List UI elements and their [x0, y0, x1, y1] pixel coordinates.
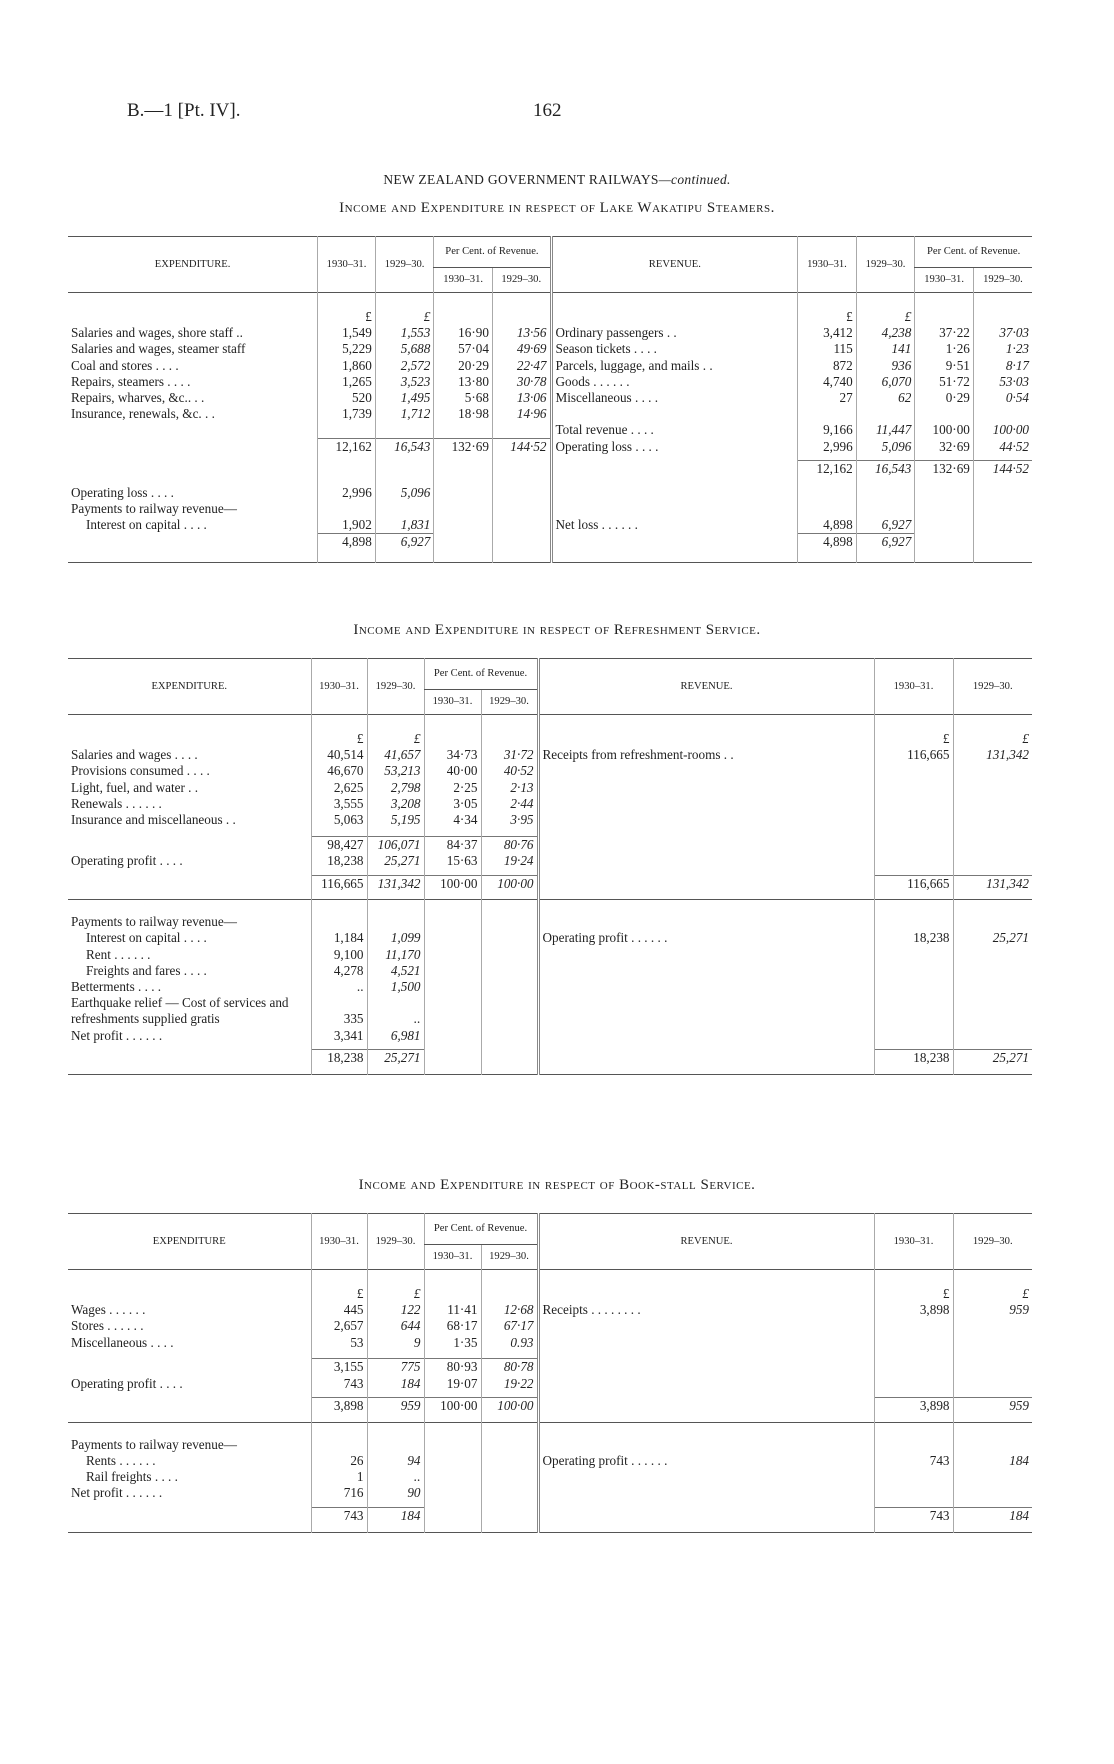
value-1930-31: 1,739 — [318, 406, 376, 422]
value-1929-30: 775 — [367, 1359, 424, 1376]
percent-1930-31: 0·29 — [915, 390, 974, 406]
percent-1929-30: 22·47 — [492, 358, 551, 374]
revenue-label: Miscellaneous . . . . — [551, 390, 798, 406]
percent-1929-30: 67·17 — [481, 1318, 538, 1334]
percent-1930-31: 132·69 — [915, 461, 974, 485]
value-1930-31: 2,996 — [318, 485, 376, 501]
table-row — [68, 325, 1032, 341]
expenditure-label: Payments to railway revenue— — [71, 500, 237, 516]
revenue-label: Goods . . . . . . — [551, 374, 798, 390]
value-1930-31: 4,898 — [798, 517, 857, 534]
table-row — [68, 900, 1032, 915]
value-1929-30: 25,271 — [367, 853, 424, 869]
percent-1930-31: 20·29 — [434, 358, 493, 374]
percent-1929-30: 53·03 — [973, 374, 1032, 390]
value-1929-30: 5,096 — [856, 439, 915, 461]
expenditure-label: Insurance and miscellaneous . . — [71, 812, 236, 828]
expenditure-label: Net profit . . . . . . — [71, 1027, 163, 1043]
revenue-label: Operating loss . . . . — [551, 439, 798, 461]
table-row — [68, 812, 1032, 828]
steamers-table: EXPENDITURE. 1930–31. 1929–30. Per Cent. of Revenue. REVENUE. 1930–31. 1929–30. Per Cent. of Revenue. 1930–31. 1929–30. 1930–31. 1929–30. £ £ £ £ Salaries and wages, shore staff .. 1,549 1,553 16·90 13·56 Ordinary passengers . . 3,412 4,238 37·22 37·03 Salaries and wages, steamer staff 5,229 5,688 57·04 49·69 Season tickets . . . . 115 141 1·26 1·23 Coal and stores . . . . 1,860 2,572 20·29 22·47 Parcels, luggage, and mails . . 872 936 9·51 8·17 Repairs, steamers . . . . 1,265 3,523 13·80 30·78 Goods . . . . . . 4,740 6,070 51·72 53·03 Repairs, wharves, &c.. . . 520 1,495 5·68 13·06 Miscellaneous . . . . 27 62 0·29 0·54 Insurance, renewals, &c. . . 1,739 1,712 18·98 14·96 Total revenue . . . . 9,166 11,447 100·00 100·00 12,162 16,543 132·69 144·52 Operating loss . . . . 2,996 5,096 32·69 44·52 12,162 16,543 132·69 144·52 Operating loss . . . . 2,996 5,096 Payments to railway revenue— Interest on capital . . . . 1,902 1,831 Net loss . . . . . . 4,898 6,927 4,898 6,927 4,898 6,927 — [68, 236, 1032, 563]
percent-1929-30: 37·03 — [973, 325, 1032, 341]
value-1930-31: 53 — [311, 1335, 367, 1351]
percent-1929-30: 0·54 — [973, 390, 1032, 406]
table-row — [68, 1453, 1032, 1469]
value-1930-31: 2,625 — [311, 780, 367, 796]
percent-1930-31: 1·35 — [424, 1335, 481, 1351]
percent-header: Per Cent. of Revenue. — [434, 237, 551, 268]
year-header: 1930–31. — [874, 659, 953, 715]
expenditure-label: Provisions consumed . . . . — [71, 763, 210, 779]
percent-1930-31: 37·22 — [915, 325, 974, 341]
value-1929-30: 11,447 — [856, 422, 915, 438]
percent-1929-30: 1·23 — [973, 341, 1032, 357]
percent-1929-30: 100·00 — [481, 1398, 538, 1423]
table-row — [68, 406, 1032, 422]
value-1929-30: 1,099 — [367, 930, 424, 946]
table-row — [68, 828, 1032, 836]
value-1929-30: 4,238 — [856, 325, 915, 341]
table-row — [68, 853, 1032, 869]
percent-1929-30: 30·78 — [492, 374, 551, 390]
revenue-label: Receipts . . . . . . . . — [538, 1302, 874, 1318]
value-1929-30: 2,798 — [367, 780, 424, 796]
table-row — [68, 1028, 1032, 1044]
year-header: 1929–30. — [953, 1214, 1032, 1270]
percent-year-header: 1929–30. — [973, 268, 1032, 293]
table-row — [68, 341, 1032, 357]
value-1930-31: 18,238 — [874, 930, 953, 946]
value-1930-31: 3,155 — [311, 1359, 367, 1376]
table-row — [68, 374, 1032, 390]
value-1930-31: 9,166 — [798, 422, 857, 438]
value-1929-30: 131,342 — [367, 875, 424, 900]
percent-1929-30: 80·78 — [481, 1359, 538, 1376]
expenditure-label: Payments to railway revenue— — [71, 914, 237, 930]
value-1930-31: 27 — [798, 390, 857, 406]
table-row — [68, 1437, 1032, 1453]
percent-1930-31: 4·34 — [424, 812, 481, 828]
value-1930-31: 4,278 — [311, 963, 367, 979]
value-1930-31: 743 — [874, 1508, 953, 1533]
expenditure-label: Betterments . . . . — [71, 978, 162, 994]
percent-1929-30: 8·17 — [973, 358, 1032, 374]
percent-1930-31: 3·05 — [424, 796, 481, 812]
table-row — [68, 1050, 1032, 1075]
value-1929-30: 94 — [367, 1453, 424, 1469]
table-row — [68, 390, 1032, 406]
year-header: 1929–30. — [856, 237, 915, 293]
value-1929-30: 1,712 — [375, 406, 434, 422]
table-row — [68, 914, 1032, 930]
value-1929-30: 9 — [367, 1335, 424, 1351]
expenditure-label: Miscellaneous . . . . — [71, 1334, 174, 1350]
value-1929-30: 106,071 — [367, 836, 424, 853]
value-1929-30: 3,208 — [367, 796, 424, 812]
value-1930-31: 335 — [311, 995, 367, 1027]
expenditure-label: Repairs, steamers . . . . — [71, 373, 191, 389]
revenue-label: Season tickets . . . . — [551, 341, 798, 357]
value-1930-31: 1,902 — [318, 517, 376, 534]
year-header: 1929–30. — [375, 237, 434, 293]
value-1930-31: 520 — [318, 390, 376, 406]
percent-1929-30: 19·24 — [481, 853, 538, 869]
year-header: 1930–31. — [874, 1214, 953, 1270]
value-1929-30: 6,981 — [367, 1028, 424, 1044]
expenditure-label: Rail freights . . . . — [86, 1469, 178, 1485]
expenditure-label: Stores . . . . . . — [71, 1318, 144, 1334]
value-1930-31: 743 — [311, 1508, 367, 1533]
value-1930-31: 4,740 — [798, 374, 857, 390]
percent-year-header: 1929–30. — [481, 690, 538, 715]
value-1929-30: 2,572 — [375, 358, 434, 374]
percent-1930-31: 100·00 — [915, 422, 974, 438]
table-row — [68, 1376, 1032, 1392]
revenue-label: Net loss . . . . . . — [551, 517, 798, 534]
percent-1929-30: 14·96 — [492, 406, 551, 422]
value-1929-30: 959 — [953, 1302, 1032, 1318]
percent-1929-30: 49·69 — [492, 341, 551, 357]
value-1930-31: 116,665 — [874, 875, 953, 900]
expenditure-label: Net profit . . . . . . — [71, 1485, 163, 1501]
expenditure-label: Coal and stores . . . . — [71, 357, 179, 373]
table-row — [68, 1351, 1032, 1359]
percent-1930-31: 5·68 — [434, 390, 493, 406]
percent-1930-31: 19·07 — [424, 1376, 481, 1392]
value-1930-31: .. — [311, 979, 367, 995]
expenditure-label: Operating loss . . . . — [71, 484, 174, 500]
value-1930-31: 743 — [874, 1453, 953, 1469]
value-1930-31: 5,229 — [318, 341, 376, 357]
value-1929-30: 6,070 — [856, 374, 915, 390]
page-number: 162 — [533, 100, 562, 121]
percent-1929-30: 13·06 — [492, 390, 551, 406]
value-1929-30: .. — [367, 995, 424, 1027]
value-1930-31: 40,514 — [311, 747, 367, 763]
value-1929-30: 644 — [367, 1318, 424, 1334]
percent-1930-31: 132·69 — [434, 439, 493, 461]
value-1930-31: 1,265 — [318, 374, 376, 390]
table-row — [68, 1422, 1032, 1437]
value-1929-30: 184 — [367, 1508, 424, 1533]
expenditure-label: Salaries and wages . . . . — [71, 747, 198, 763]
value-1929-30: 1,495 — [375, 390, 434, 406]
table-row — [68, 979, 1032, 995]
percent-1930-31: 68·17 — [424, 1318, 481, 1334]
value-1930-31: 3,555 — [311, 796, 367, 812]
expenditure-label: Renewals . . . . . . — [71, 795, 162, 811]
expenditure-header: EXPENDITURE. — [151, 680, 228, 692]
percent-1930-31: 100·00 — [424, 875, 481, 900]
percent-1930-31: 32·69 — [915, 439, 974, 461]
value-1929-30: 25,271 — [953, 930, 1032, 946]
value-1929-30: 141 — [856, 341, 915, 357]
value-1930-31: 3,341 — [311, 1028, 367, 1044]
percent-1929-30: 2·44 — [481, 796, 538, 812]
percent-1930-31: 80·93 — [424, 1359, 481, 1376]
document-reference: B.—1 [Pt. IV]. — [127, 100, 241, 121]
percent-1929-30: 40·52 — [481, 763, 538, 779]
value-1929-30: 6,927 — [856, 534, 915, 563]
bookstall-table: EXPENDITURE 1930–31. 1929–30. Per Cent. of Revenue. REVENUE. 1930–31. 1929–30. 1930–31. 1929–30. £ £ £ £ Wages . . . . . . 445 122 11·41 12·68 Receipts . . . . . . . . 3,898 959 Stores . . . . . . 2,657 644 68·17 67·17 Miscellaneous . . . . 53 9 1·35 0.93 3,155 775 80·93 80·78 Operating profit . . . . 743 184 19·07 19·22 3,898 959 100·00 100·00 3,898 959 Payments to railway revenue— Rents . . . . . . 26 94 Operating profit . . . . . . 743 184 Rail freights . . . . 1 .. Net profit . . . . . . 716 90 743 184 743 184 — [68, 1213, 1032, 1533]
expenditure-label: Rent . . . . . . — [86, 946, 151, 962]
expenditure-label: Operating profit . . . . — [71, 852, 183, 868]
percent-1929-30: 144·52 — [492, 439, 551, 461]
table-row — [68, 358, 1032, 374]
value-1930-31: 12,162 — [318, 439, 376, 461]
value-1929-30: 959 — [367, 1398, 424, 1423]
percent-1929-30: 0.93 — [481, 1335, 538, 1351]
revenue-label: Parcels, luggage, and mails . . — [551, 358, 798, 374]
value-1929-30: 16,543 — [375, 439, 434, 461]
expenditure-label: Earthquake relief — Cost of services and refreshments supplied gratis — [71, 995, 289, 1027]
value-1929-30: 90 — [367, 1485, 424, 1501]
value-1930-31: 12,162 — [798, 461, 857, 485]
percent-1930-31: 11·41 — [424, 1302, 481, 1318]
percent-1930-31: 40·00 — [424, 763, 481, 779]
table-row — [68, 796, 1032, 812]
percent-year-header: 1930–31. — [424, 690, 481, 715]
table-row — [68, 763, 1032, 779]
value-1929-30: 184 — [953, 1453, 1032, 1469]
percent-year-header: 1929–30. — [492, 268, 551, 293]
percent-1930-31: 13·80 — [434, 374, 493, 390]
section-title-refreshment: Income and Expenditure in respect of Refreshment Service. — [353, 622, 761, 638]
value-1929-30: 4,521 — [367, 963, 424, 979]
percent-1929-30: 80·76 — [481, 836, 538, 853]
value-1930-31: 1 — [311, 1469, 367, 1485]
value-1929-30: 6,927 — [375, 534, 434, 563]
value-1930-31: 116,665 — [311, 875, 367, 900]
value-1929-30: 5,096 — [375, 485, 434, 501]
expenditure-label: Light, fuel, and water . . — [71, 779, 199, 795]
value-1930-31: 46,670 — [311, 763, 367, 779]
value-1930-31: 3,898 — [874, 1398, 953, 1423]
year-header: 1930–31. — [311, 659, 367, 715]
year-header: 1929–30. — [367, 1214, 424, 1270]
value-1930-31: 716 — [311, 1485, 367, 1501]
percent-1930-31: 51·72 — [915, 374, 974, 390]
value-1929-30: 25,271 — [367, 1050, 424, 1075]
value-1930-31: 4,898 — [798, 534, 857, 563]
table-row — [68, 1335, 1032, 1351]
table-row — [68, 930, 1032, 946]
year-header: 1930–31. — [311, 1214, 367, 1270]
value-1929-30: 5,688 — [375, 341, 434, 357]
refreshment-table: EXPENDITURE. 1930–31. 1929–30. Per Cent. of Revenue. REVENUE. 1930–31. 1929–30. 1930–31. 1929–30. £ £ £ £ Salaries and wages . . . . 40,514 41,657 34·73 31·72 Receipts from refreshment-rooms . . 116,665 131,342 Provisions consumed . . . . 46,670 53,213 40·00 40·52 Light, fuel, and water . . 2,625 2,798 2·25 2·13 Renewals . . . . . . 3,555 3,208 3·05 2·44 Insurance and miscellaneous . . 5,063 5,195 4·34 3·95 98,427 106,071 84·37 80·76 Operating profit . . . . 18,238 25,271 15·63 19·24 116,665 131,342 100·00 100·00 116,665 131,342 Payments to railway revenue— Interest on capital . . . . 1,184 1,099 Operating profit . . . . . . 18,238 25,271 Rent . . . . . . 9,100 11,170 Freights and fares . . . . 4,278 4,521 Betterments . . . . .. 1,500 Earthquake relief — Cost of services and refreshments supplied gratis 335 .. Net profit . . . . . . 3,341 6,981 18,238 25,271 18,238 25,271 — [68, 658, 1032, 1075]
table-row — [68, 836, 1032, 853]
expenditure-header: EXPENDITURE. — [154, 258, 231, 270]
percent-year-header: 1929–30. — [481, 1245, 538, 1270]
expenditure-header: EXPENDITURE — [152, 1235, 226, 1247]
table-row — [68, 485, 1032, 501]
value-1929-30: 1,500 — [367, 979, 424, 995]
year-header: 1929–30. — [953, 659, 1032, 715]
revenue-label: Operating profit . . . . . . — [538, 1453, 874, 1469]
percent-1930-31: 9·51 — [915, 358, 974, 374]
expenditure-label: Interest on capital . . . . — [86, 517, 207, 533]
percent-1930-31: 84·37 — [424, 836, 481, 853]
section-title-bookstall: Income and Expenditure in respect of Book-stall Service. — [358, 1177, 756, 1193]
table-row — [68, 1359, 1032, 1376]
value-1929-30: 131,342 — [953, 875, 1032, 900]
expenditure-label: Insurance, renewals, &c. . . — [71, 406, 215, 422]
year-header: 1930–31. — [798, 237, 857, 293]
value-1930-31: 1,860 — [318, 358, 376, 374]
value-1930-31: 3,898 — [311, 1398, 367, 1423]
value-1929-30: 184 — [367, 1376, 424, 1392]
value-1930-31: 98,427 — [311, 836, 367, 853]
percent-1929-30: 12·68 — [481, 1302, 538, 1318]
table-row — [68, 875, 1032, 900]
value-1929-30: 1,553 — [375, 325, 434, 341]
expenditure-label: Operating profit . . . . — [71, 1375, 183, 1391]
value-1930-31: 2,996 — [798, 439, 857, 461]
value-1930-31: 4,898 — [318, 534, 376, 563]
value-1929-30: 16,543 — [856, 461, 915, 485]
value-1930-31: 26 — [311, 1453, 367, 1469]
percent-header: Per Cent. of Revenue. — [424, 1214, 538, 1245]
percent-1929-30: 44·52 — [973, 439, 1032, 461]
percent-1929-30: 100·00 — [481, 875, 538, 900]
year-header: 1929–30. — [367, 659, 424, 715]
table-row — [68, 534, 1032, 563]
value-1929-30: 6,927 — [856, 517, 915, 534]
expenditure-label: Rents . . . . . . — [86, 1452, 156, 1468]
year-header: 1930–31. — [318, 237, 376, 293]
revenue-header: REVENUE. — [538, 659, 874, 715]
value-1929-30: 53,213 — [367, 763, 424, 779]
percent-year-header: 1930–31. — [434, 268, 493, 293]
percent-1930-31: 15·63 — [424, 853, 481, 869]
revenue-label: Receipts from refreshment-rooms . . — [538, 747, 874, 763]
value-1929-30: 131,342 — [953, 747, 1032, 763]
value-1930-31: 9,100 — [311, 947, 367, 963]
value-1930-31: 872 — [798, 358, 857, 374]
value-1930-31: 3,412 — [798, 325, 857, 341]
expenditure-label: Interest on capital . . . . — [86, 930, 207, 946]
table-row — [68, 947, 1032, 963]
expenditure-label: Freights and fares . . . . — [86, 962, 207, 978]
value-1929-30: 3,523 — [375, 374, 434, 390]
value-1930-31: 5,063 — [311, 812, 367, 828]
revenue-label: Total revenue . . . . — [551, 422, 798, 438]
value-1930-31: 1,549 — [318, 325, 376, 341]
revenue-header: REVENUE. — [551, 237, 798, 293]
value-1930-31: 18,238 — [311, 1050, 367, 1075]
table-row — [68, 501, 1032, 517]
main-title: NEW ZEALAND GOVERNMENT RAILWAYS—continued. — [383, 172, 731, 187]
table-row — [68, 517, 1032, 534]
value-1929-30: 1,831 — [375, 517, 434, 534]
expenditure-label: Salaries and wages, shore staff .. — [71, 325, 243, 341]
value-1930-31: 3,898 — [874, 1302, 953, 1318]
value-1929-30: 959 — [953, 1398, 1032, 1423]
table-row — [68, 780, 1032, 796]
percent-year-header: 1930–31. — [424, 1245, 481, 1270]
revenue-label: Operating profit . . . . . . — [538, 930, 874, 946]
table-row — [68, 1485, 1032, 1501]
table-row — [68, 422, 1032, 438]
section-title-steamers: Income and Expenditure in respect of Lake Wakatipu Steamers. — [339, 200, 775, 216]
value-1930-31: 116,665 — [874, 747, 953, 763]
table-row — [68, 1398, 1032, 1423]
value-1929-30: 184 — [953, 1508, 1032, 1533]
value-1930-31: 445 — [311, 1302, 367, 1318]
percent-header: Per Cent. of Revenue. — [915, 237, 1032, 268]
percent-1929-30: 19·22 — [481, 1376, 538, 1392]
percent-header: Per Cent. of Revenue. — [424, 659, 538, 690]
percent-1929-30: 2·13 — [481, 780, 538, 796]
table-row — [68, 747, 1032, 763]
value-1929-30: 62 — [856, 390, 915, 406]
table-row — [68, 1318, 1032, 1334]
percent-1930-31: 18·98 — [434, 406, 493, 422]
value-1929-30: 122 — [367, 1302, 424, 1318]
table-row — [68, 1508, 1032, 1533]
value-1929-30: 11,170 — [367, 947, 424, 963]
expenditure-label: Repairs, wharves, &c.. . . — [71, 390, 205, 406]
table-row — [68, 1469, 1032, 1485]
value-1929-30: 25,271 — [953, 1050, 1032, 1075]
table-row — [68, 439, 1032, 461]
value-1929-30: 41,657 — [367, 747, 424, 763]
value-1929-30: 936 — [856, 358, 915, 374]
value-1930-31: 18,238 — [874, 1050, 953, 1075]
percent-1930-31: 1·26 — [915, 341, 974, 357]
table-row — [68, 963, 1032, 979]
percent-year-header: 1930–31. — [915, 268, 974, 293]
percent-1930-31: 100·00 — [424, 1398, 481, 1423]
expenditure-label: Payments to railway revenue— — [71, 1436, 237, 1452]
percent-1929-30: 144·52 — [973, 461, 1032, 485]
value-1930-31: 1,184 — [311, 930, 367, 946]
percent-1929-30: 13·56 — [492, 325, 551, 341]
value-1929-30: .. — [367, 1469, 424, 1485]
expenditure-label: Salaries and wages, steamer staff — [71, 341, 246, 357]
value-1929-30: 5,195 — [367, 812, 424, 828]
expenditure-label: Wages . . . . . . — [71, 1302, 146, 1318]
revenue-label: Ordinary passengers . . — [551, 325, 798, 341]
percent-1930-31: 16·90 — [434, 325, 493, 341]
table-row — [68, 995, 1032, 1027]
percent-1930-31: 34·73 — [424, 747, 481, 763]
percent-1929-30: 3·95 — [481, 812, 538, 828]
value-1930-31: 743 — [311, 1376, 367, 1392]
percent-1930-31: 57·04 — [434, 341, 493, 357]
percent-1930-31: 2·25 — [424, 780, 481, 796]
value-1930-31: 115 — [798, 341, 857, 357]
table-row — [68, 1302, 1032, 1318]
value-1930-31: 2,657 — [311, 1318, 367, 1334]
revenue-header: REVENUE. — [538, 1214, 874, 1270]
percent-1929-30: 100·00 — [973, 422, 1032, 438]
table-row — [68, 461, 1032, 485]
value-1930-31: 18,238 — [311, 853, 367, 869]
percent-1929-30: 31·72 — [481, 747, 538, 763]
